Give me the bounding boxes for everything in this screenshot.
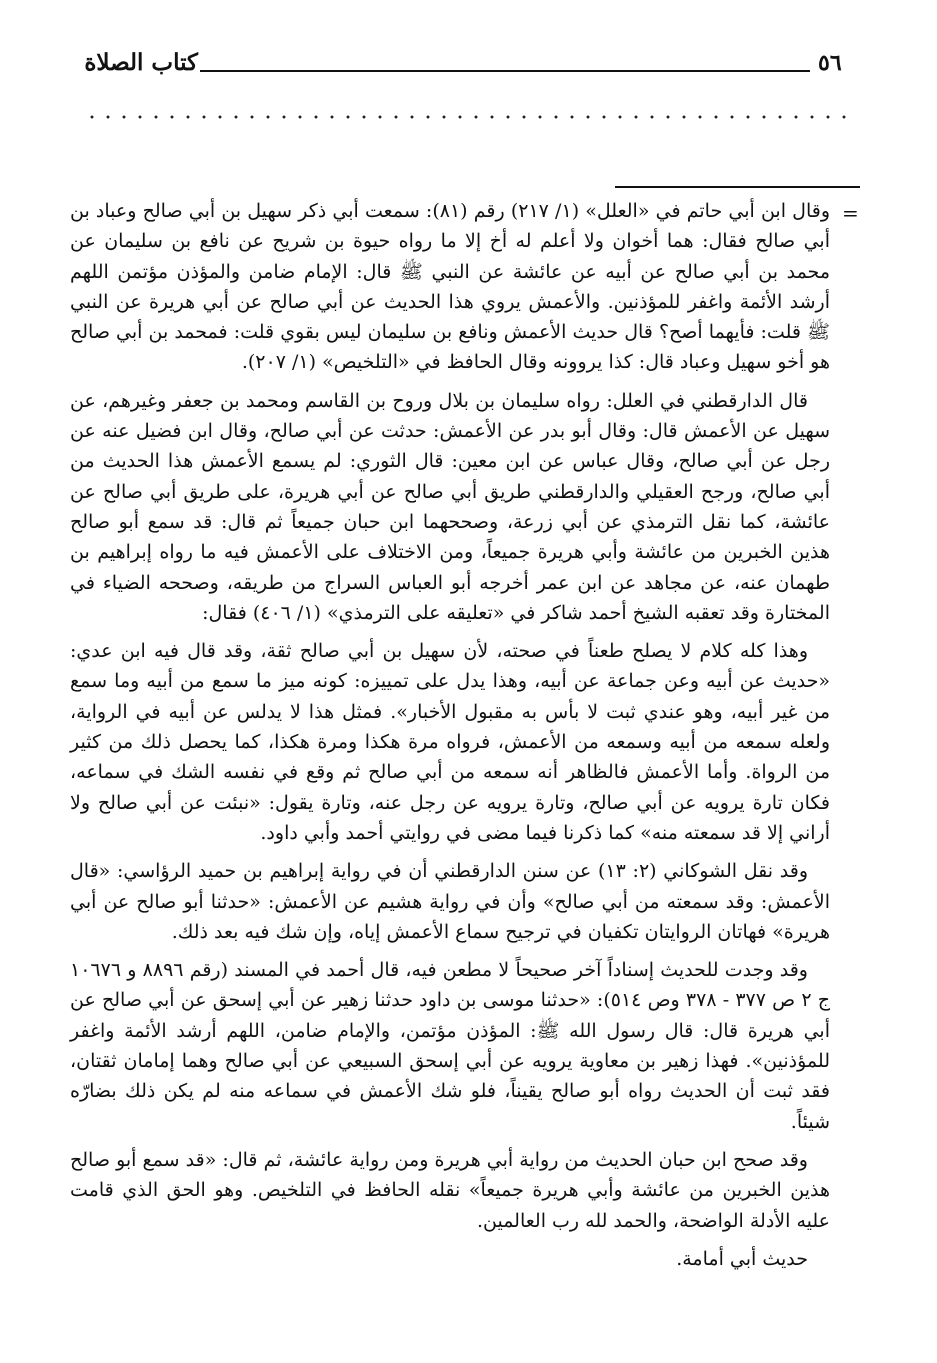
dotted-separator [84,115,856,119]
footnote-body [70,196,830,1282]
paragraph: قال الدارقطني في العلل: رواه سليمان بن بلال وروح بن القاسم ومحمد بن جعفر وغيرهم، عن سهيل عن الأعمش قال: وقال أبو بدر عن الأعمش: حدثت عن أبي صالح، وقال ابن فضيل عنه عن رجل عن أبي صالح، وقال عباس عن ابن معين: قال الثوري: لم يسمع الأعمش هذا الحديث من أبي صالح، ورجح العقيلي والدارقطني طريق أبي صالح عن أبي هريرة، على طريق أبي صالح عن عائشة، كما نقل الترمذي عن أبي زرعة، وصححهما ابن حبان جميعاً ثم قال: قد سمع أبو صالح هذين الخبرين من عائشة وأبي هريرة جميعاً، ومن الاختلاف على الأعمش فيه ما رواه إبراهيم بن طهمان عنه، عن مجاهد عن ابن عمر أخرجه أبو العباس السراج من طريقه، وصححه الضياء في المختارة وقد تعقبه الشيخ أحمد شاكر في «تعليقه على الترمذي» (١/ ٤٠٦) فقال: [70,389,830,624]
paragraph: وقد وجدت للحديث إسناداً آخر صحيحاً لا مطعن فيه، قال أحمد في المسند (رقم ٨٨٩٦ و ١٠٦٧٦ ج ٢ ص ٣٧٧ - ٣٧٨ وص ٥١٤): «حدثنا موسى بن داود حدثنا زهير عن أبي إسحق عن أبي صالح عن أبي هريرة قال: قال رسول الله ﷺ: المؤذن مؤتمن، والإمام ضامن، اللهم أرشد الأئمة واغفر للمؤذنين». فهذا زهير بن معاوية يرويه عن أبي إسحق السبيعي عن أبي صالح وهما إمامان ثقتان، فقد ثبت أن الحديث رواه أبو صالح يقيناً، فلو شك الأعمش في سماعه منه لم يكن ذلك بضارّه شيئاً. [70,959,831,1133]
book-title: كتاب الصلاة [84,49,198,76]
paragraph: وقد نقل الشوكاني (٢: ١٣) عن سنن الدارقطني أن في رواية إبراهيم بن حميد الرؤاسي: «قال الأعمش: وقد سمعته من أبي صالح» وأن في رواية هشيم عن الأعمش: «حدثنا أبو صالح عن أبي هريرة» فهاتان الروايتان تكفيان في ترجيح سماع الأعمش إياه، وإن شك فيه بعد ذلك. [70,860,830,943]
footnote-rule [615,186,860,188]
page-number: ٥٦ [818,50,842,76]
paragraph: وقال ابن أبي حاتم في «العلل» (١/ ٢١٧) رقم (٨١): سمعت أبي ذكر سهيل بن أبي صالح وعباد بن أبي صالح فقال: هما أخوان ولا أعلم له أخ إلا ما رواه حيوة بن شريح عن نافع بن سليمان عن محمد بن أبي صالح عن أبيه عن عائشة عن النبي ﷺ قال: الإمام ضامن والمؤذن مؤتمن اللهم أرشد الأئمة واغفر للمؤذنين. والأعمش يروي هذا الحديث عن أبي صالح عن أبي هريرة عن النبي ﷺ قلت: فأيهما أصح؟ قال حديث الأعمش ونافع بن سليمان ليس بقوي قلت: فمحمد بن أبي صالح هو أخو سهيل وعباد قال: كذا يروونه وقال الحافظ في «التلخيص» (١/ ٢٠٧). [70,200,831,374]
paragraph: وهذا كله كلام لا يصلح طعناً في صحته، لأن سهيل بن أبي صالح ثقة، وقد قال فيه ابن عدي: «حديث عن أبيه وعن جماعة عن أبيه، وهذا يدل على تمييزه: كونه ميز ما سمع من أبيه وما سمع من غير أبيه، وهو عندي ثبت لا بأس به مقبول الأخبار». فمثل هذا لا يدلس عن أبيه في الرواية، ولعله سمعه من أبيه وسمعه من الأعمش، فرواه مرة هكذا ومرة هكذا، كما يحصل ذلك من كثير من الرواة. وأما الأعمش فالظاهر أنه سمعه من أبي صالح ثم وقع في نفسه الشك في سماعه، فكان تارة يرويه عن أبي صالح، وتارة يرويه عن رجل عنه، وتارة يقول: «نبئت عن أبي صالح ولا أراني إلا قد سمعته منه» كما ذكرنا فيما مضى في روايتي أحمد وأبي داود. [70,640,830,844]
paragraph: وقد صحح ابن حبان الحديث من رواية أبي هريرة ومن رواية عائشة، ثم قال: «قد سمع أبو صالح هذين الخبرين من عائشة وأبي هريرة جميعاً» نقله الحافظ في التلخيص. وهو الحق الذي قامت عليه الأدلة الواضحة، والحمد لله رب العالمين. [70,1148,830,1232]
header-rule [200,70,810,72]
footnote-continuation-mark: = [842,201,859,225]
paragraph: حديث أبي أمامة. [676,1247,808,1270]
